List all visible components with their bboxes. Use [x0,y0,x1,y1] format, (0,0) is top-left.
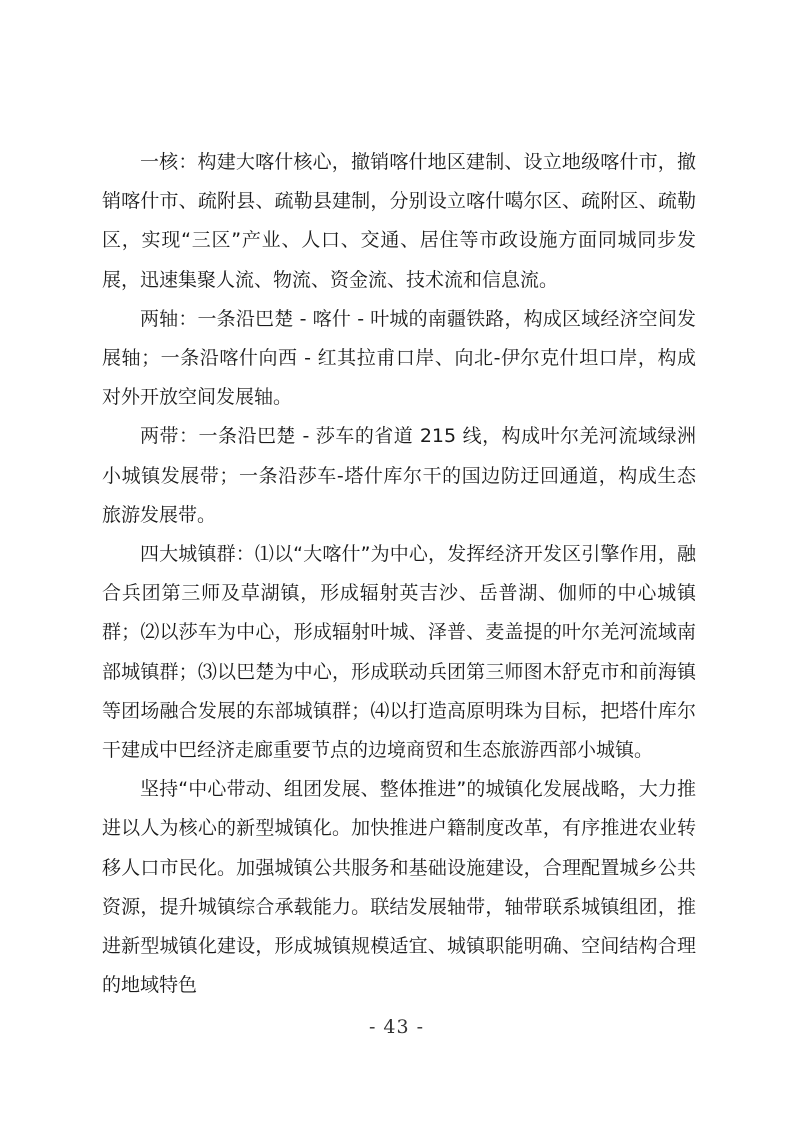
paragraph-urbanization-strategy: 坚持“中心带动、组团发展、整体推进”的城镇化发展战略，大力推进以人为核心的新型城镇化。加快推进户籍制度改革，有序推进农业转移人口市民化。加强城镇公共服务和基础设施建设，合理配置城乡公共资源，提升城镇综合承载能力。联结发展轴带，轴带联系城镇组团，推进新型城镇化建设，形成城镇规模适宜、城镇职能明确、空间结构合理的地域特色 [102,778,696,997]
body-text [102,143,696,1005]
paragraph-one-core: 一核：构建大喀什核心，撤销喀什地区建制、设立地级喀什市，撤销喀什市、疏附县、疏勒县建制，分别设立喀什噶尔区、疏附区、疏勒区，实现“三区”产业、人口、交通、居住等市政设施方面同城同步发展，迅速集聚人流、物流、资金流、技术流和信息流。 [102,151,696,291]
paragraph-two-belts: 两带：一条沿巴楚 - 莎车的省道 215 线，构成叶尔羌河流域绿洲小城镇发展带；一条沿莎车-塔什库尔干的国边防迂回通道，构成生态旅游发展带。 [102,425,696,526]
paragraph-two-axes: 两轴：一条沿巴楚 - 喀什 - 叶城的南疆铁路，构成区域经济空间发展轴；一条沿喀什向西 - 红其拉甫口岸、向北-伊尔克什坦口岸，构成对外开放空间发展轴。 [102,307,696,409]
page-number: - 43 - [368,1016,425,1038]
paragraph-four-town-groups: 四大城镇群：⑴以“大喀什”为中心，发挥经济开发区引擎作用，融合兵团第三师及草湖镇，形成辐射英吉沙、岳普湖、伽师的中心城镇群；⑵以莎车为中心，形成辐射叶城、泽普、麦盖提的叶尔羌河流域南部城镇群；⑶以巴楚为中心，形成联动兵团第三师图木舒克市和前海镇等团场融合发展的东部城镇群；⑷以打造高原明珠为目标，把塔什库尔干建成中巴经济走廊重要节点的边境商贸和生态旅游西部小城镇。 [102,543,696,762]
